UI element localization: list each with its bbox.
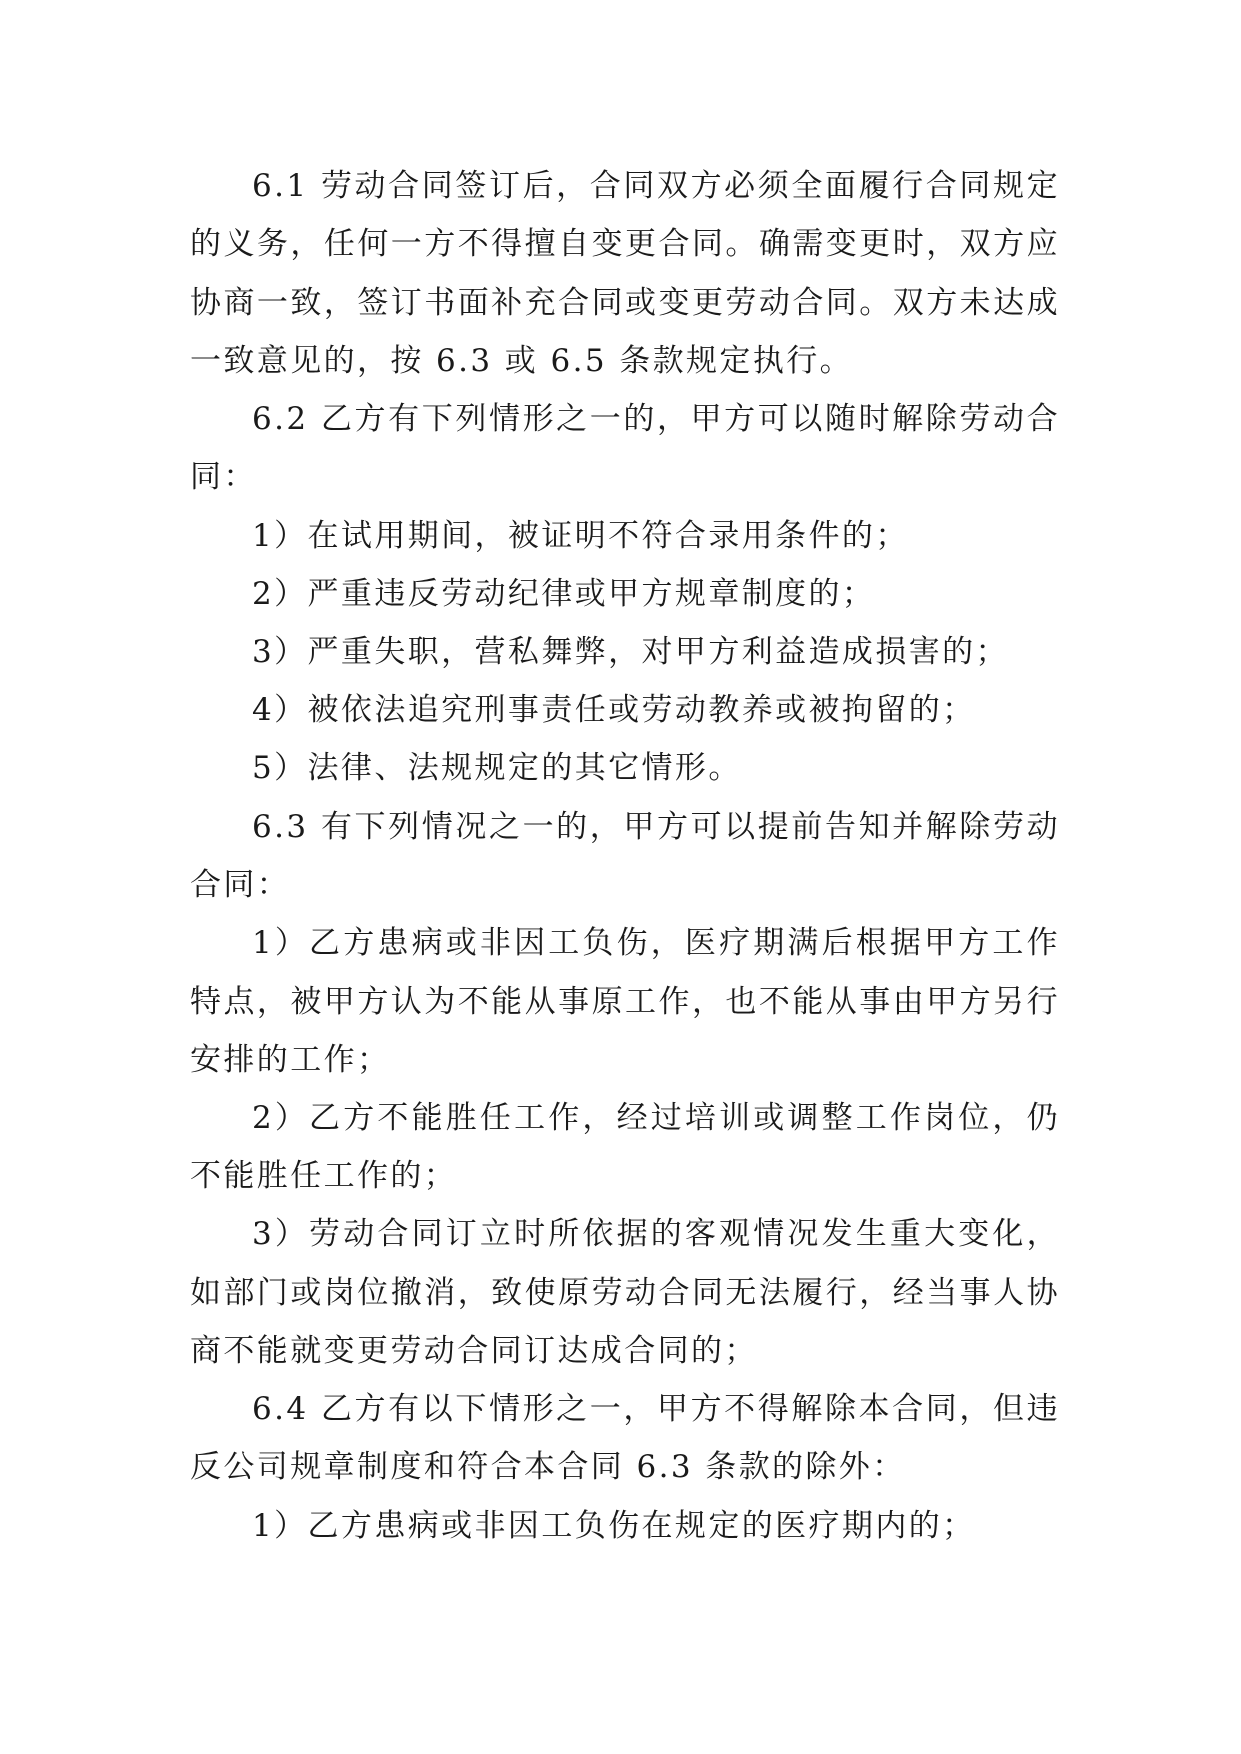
clause-6-3-item-1-line-2: 特点，被甲方认为不能从事原工作，也不能从事由甲方另行 [190,984,1060,1020]
clause-6-4-line-2: 反公司规章制度和符合本合同 6.3 条款的除外： [190,1449,906,1485]
clause-6-2-item-5: 5）法律、法规规定的其它情形。 [252,750,742,786]
clause-6-1-line-2: 的义务，任何一方不得擅自变更合同。确需变更时，双方应 [190,226,1060,262]
clause-6-2-line-1: 6.2 乙方有下列情形之一的，甲方可以随时解除劳动合 [252,401,1060,437]
clause-6-3-line-1: 6.3 有下列情况之一的，甲方可以提前告知并解除劳动 [252,809,1060,845]
clause-6-1-line-1: 6.1 劳动合同签订后，合同双方必须全面履行合同规定 [252,168,1060,204]
clause-6-2-item-4: 4）被依法追究刑事责任或劳动教养或被拘留的； [252,692,976,728]
clause-6-2-line-2: 同： [190,459,257,495]
clause-6-2-item-1: 1）在试用期间，被证明不符合录用条件的； [252,518,909,554]
clause-6-2-item-3: 3）严重失职，营私舞弊，对甲方利益造成损害的； [252,634,1009,670]
clause-6-3-line-2: 合同： [190,867,291,903]
clause-6-3-item-3-line-2: 如部门或岗位撤消，致使原劳动合同无法履行，经当事人协 [190,1275,1060,1311]
clause-6-3-item-1-line-3: 安排的工作； [190,1042,391,1078]
clause-6-3-item-2-line-1: 2）乙方不能胜任工作，经过培训或调整工作岗位，仍 [252,1100,1060,1136]
clause-6-1-line-3: 协商一致，签订书面补充合同或变更劳动合同。双方未达成 [190,285,1060,321]
clause-6-3-item-2-line-2: 不能胜任工作的； [190,1158,458,1194]
clause-6-3-item-3-line-1: 3）劳动合同订立时所依据的客观情况发生重大变化， [252,1216,1060,1252]
clause-6-2-item-2: 2）严重违反劳动纪律或甲方规章制度的； [252,576,876,612]
clause-6-4-item-1: 1）乙方患病或非因工负伤在规定的医疗期内的； [252,1508,976,1544]
clause-6-3-item-1-line-1: 1）乙方患病或非因工负伤，医疗期满后根据甲方工作 [252,925,1060,961]
clause-6-3-item-3-line-3: 商不能就变更劳动合同订达成合同的； [190,1333,758,1369]
clause-6-1-line-4: 一致意见的，按 6.3 或 6.5 条款规定执行。 [190,343,854,379]
clause-6-4-line-1: 6.4 乙方有以下情形之一，甲方不得解除本合同，但违 [252,1391,1060,1427]
